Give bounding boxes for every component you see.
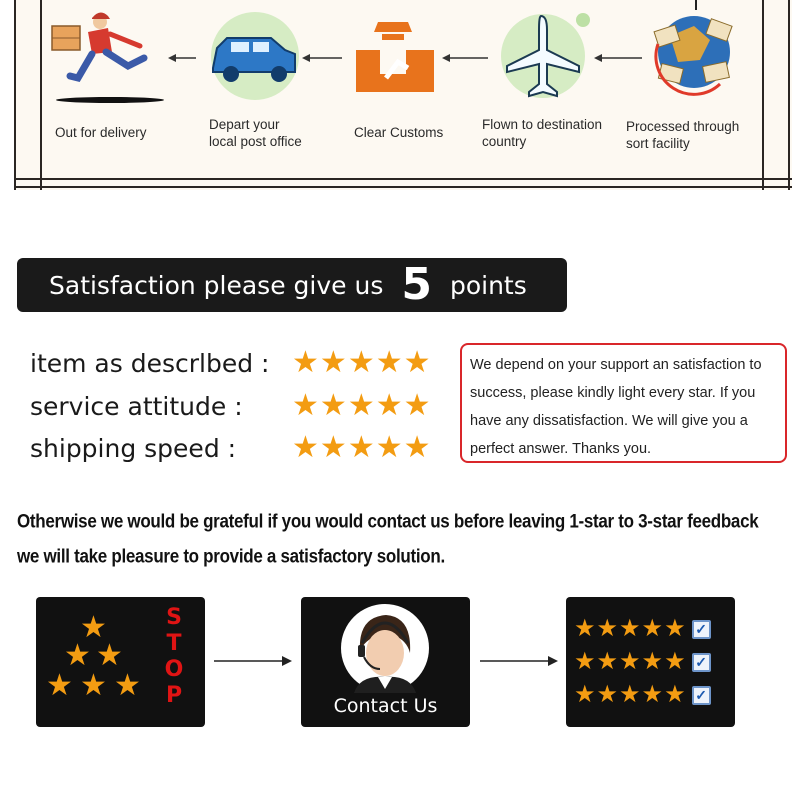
star-icon[interactable]: ★ xyxy=(292,389,319,422)
checkbox-checked-icon: ✓ xyxy=(692,653,711,672)
notice-line-2: we will take pleasure to provide a satisfactory solution. xyxy=(17,545,445,567)
customs-officer-icon xyxy=(350,18,440,96)
star-icon[interactable]: ★ xyxy=(375,431,403,464)
globe-mail-icon xyxy=(650,0,740,104)
arrow-left-icon xyxy=(594,52,644,64)
checkbox-checked-icon: ✓ xyxy=(692,686,711,705)
star-icon: ★ xyxy=(114,669,141,702)
notice-line-1: Otherwise we would be grateful if you would contact us before leaving 1-star to 3-star feedback xyxy=(17,510,759,532)
star-rating[interactable] xyxy=(292,391,431,421)
star-icon: ★ xyxy=(96,639,123,672)
star-icon: ★ xyxy=(641,681,664,708)
star-icon: ★ xyxy=(641,615,664,642)
support-note: We depend on your support an satisfaction to success, please kindly light every star. If you have any dissatisfaction. We will give you a perfect answer. Thanks you. xyxy=(460,343,787,463)
car-icon xyxy=(203,8,303,104)
star-icon: ★ xyxy=(641,648,664,675)
step-label: Clear Customs xyxy=(354,125,444,140)
arrow-left-icon xyxy=(302,52,344,64)
star-icon[interactable]: ★ xyxy=(292,431,319,464)
arrow-left-icon xyxy=(168,52,198,64)
airplane-icon xyxy=(495,6,595,106)
rating-row-item-described xyxy=(30,343,431,383)
banner-divider-line xyxy=(14,178,792,180)
step-label: Depart your local post office xyxy=(209,117,302,149)
star-icon[interactable]: ★ xyxy=(292,346,319,379)
star-icon[interactable]: ★ xyxy=(403,389,431,422)
title-banner xyxy=(17,258,567,312)
contact-us-card[interactable] xyxy=(301,597,470,727)
star-icon: ★ xyxy=(574,615,596,642)
star-icon[interactable]: ★ xyxy=(403,431,431,464)
star-icon: ★ xyxy=(80,611,107,644)
rating-row-shipping-speed xyxy=(30,428,431,468)
star-icon: ★ xyxy=(46,669,73,702)
arrow-right-icon xyxy=(480,655,558,667)
star-icon[interactable]: ★ xyxy=(375,346,403,379)
star-icon[interactable]: ★ xyxy=(347,346,375,379)
arrow-left-icon xyxy=(442,52,490,64)
stop-letter: T xyxy=(166,631,182,656)
star-icon: ★ xyxy=(619,681,641,708)
star-icon: ★ xyxy=(619,648,641,675)
star-icon[interactable]: ★ xyxy=(347,389,375,422)
star-icon: ★ xyxy=(596,615,619,642)
rating-label: service attitude : xyxy=(30,391,243,421)
star-icon: ★ xyxy=(574,648,596,675)
star-icon: ★ xyxy=(596,648,619,675)
stop-letter: P xyxy=(165,683,183,708)
star-icon: ★ xyxy=(64,639,91,672)
star-icon[interactable]: ★ xyxy=(375,389,403,422)
delivery-man-icon xyxy=(48,6,176,110)
checked-star-row xyxy=(574,683,711,707)
star-icon[interactable]: ★ xyxy=(319,346,347,379)
star-rating[interactable] xyxy=(292,433,431,463)
step-label: Out for delivery xyxy=(55,125,147,140)
star-icon: ★ xyxy=(664,648,686,675)
contact-us-label: Contact Us xyxy=(333,695,438,717)
star-icon: ★ xyxy=(619,615,641,642)
step-label: Flown to destination country xyxy=(482,117,603,149)
star-icon: ★ xyxy=(80,669,107,702)
checked-star-row xyxy=(574,650,711,674)
star-icon[interactable]: ★ xyxy=(319,389,347,422)
step-label: Processed through sort facility xyxy=(626,119,740,151)
title-number: 5 xyxy=(401,259,432,310)
rating-label: shipping speed : xyxy=(30,433,237,463)
checked-star-row xyxy=(574,617,711,641)
star-icon: ★ xyxy=(664,681,686,708)
title-prefix: Satisfaction please give us xyxy=(49,270,384,300)
star-icon[interactable]: ★ xyxy=(347,431,375,464)
stop-letter: S xyxy=(166,605,182,630)
rating-label: item as descrlbed : xyxy=(30,348,270,378)
arrow-right-icon xyxy=(214,655,292,667)
banner-frame-right xyxy=(762,0,790,190)
checkbox-checked-icon: ✓ xyxy=(692,620,711,639)
star-icon[interactable]: ★ xyxy=(319,431,347,464)
support-agent-avatar xyxy=(340,603,430,693)
star-rating[interactable] xyxy=(292,348,431,378)
stop-letter: O xyxy=(164,657,184,682)
five-star-checklist-card xyxy=(566,597,735,727)
stop-low-rating-card xyxy=(36,597,205,727)
rating-row-service-attitude xyxy=(30,386,431,426)
banner-divider-line xyxy=(14,186,792,188)
star-icon: ★ xyxy=(596,681,619,708)
star-icon: ★ xyxy=(574,681,596,708)
star-icon: ★ xyxy=(664,615,686,642)
title-suffix: points xyxy=(449,270,527,300)
star-icon[interactable]: ★ xyxy=(403,346,431,379)
banner-frame-left xyxy=(14,0,42,190)
